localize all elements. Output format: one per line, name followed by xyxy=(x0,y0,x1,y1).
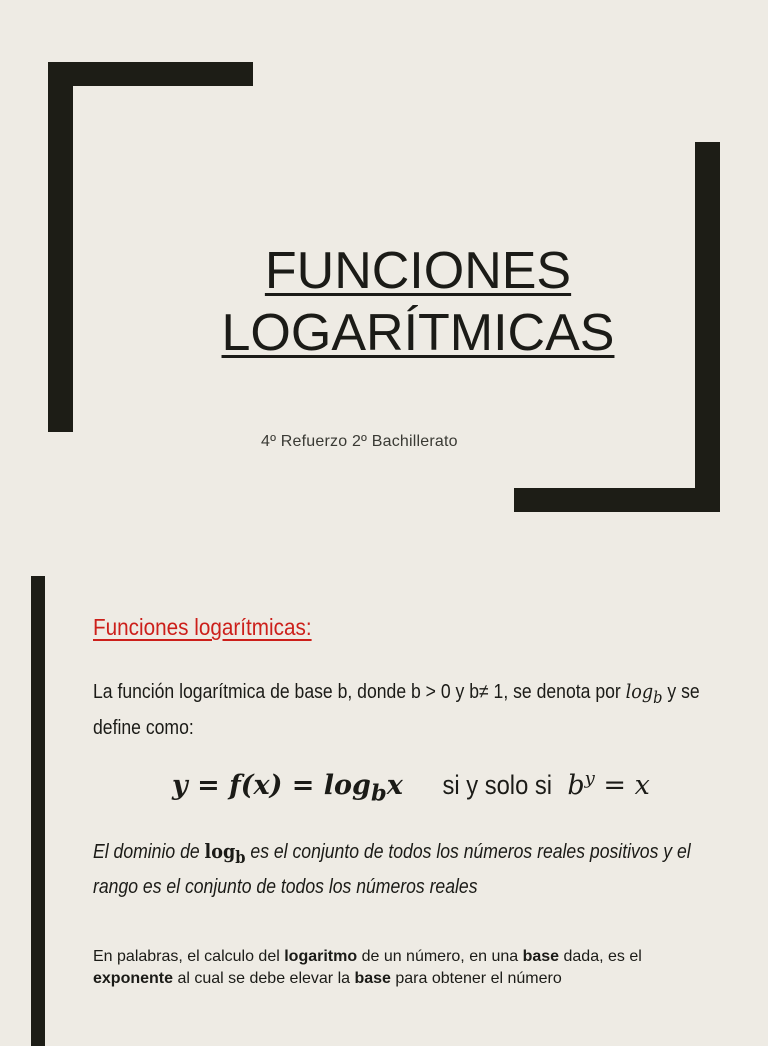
formula-lhs xyxy=(172,770,403,807)
domain-log-subscript: b xyxy=(235,847,246,867)
domain-log-text: log xyxy=(204,839,236,863)
explanation-bold-exponente: exponente xyxy=(93,970,174,987)
corner-bracket-bottom-right-vertical xyxy=(695,142,720,512)
formula-rhs xyxy=(567,770,649,801)
explanation-bold-base-1: base xyxy=(522,948,560,965)
explanation-text-2: de un número, en una xyxy=(357,948,523,965)
slide-title-line-2: LOGARÍTMICAS xyxy=(221,304,615,362)
log-symbol xyxy=(625,679,663,707)
corner-bracket-bottom-right-horizontal xyxy=(514,488,720,512)
definition-text-start: La función logarítmica de base b, donde b > 0 y b≠ 1, se denota por xyxy=(93,681,626,703)
definition-formula xyxy=(172,768,650,806)
slide-subtitle: 4º Refuerzo 2º Bachillerato xyxy=(261,433,458,450)
domain-text-start: El dominio de xyxy=(93,841,205,863)
explanation-bold-logaritmo: logaritmo xyxy=(284,948,358,965)
domain-paragraph xyxy=(93,836,700,902)
slide-title-line-1: FUNCIONES xyxy=(264,242,572,300)
formula-rhs-exponent: y xyxy=(584,768,595,789)
definition-paragraph xyxy=(93,676,700,743)
formula-lhs-x: x xyxy=(386,770,403,801)
formula-connector: si y solo si xyxy=(442,770,552,800)
slide-title xyxy=(140,240,696,364)
explanation-bold-base-2: base xyxy=(354,970,391,987)
corner-bracket-top-left-vertical xyxy=(48,62,73,432)
section-heading: Funciones logarítmicas: xyxy=(93,614,312,640)
domain-text-end: es el conjunto de todos los números reales positivos y el rango es el conjunto de todos los números reales xyxy=(93,841,691,898)
corner-bracket-top-left-horizontal xyxy=(48,62,253,86)
explanation-text-4: al cual se debe elevar la xyxy=(173,970,355,987)
definition-text-end: y se define como: xyxy=(93,681,700,739)
formula-rhs-equals: = x xyxy=(594,770,650,801)
log-text: log xyxy=(625,679,654,703)
left-accent-bar xyxy=(31,576,45,1046)
explanation-text-3: dada, es el xyxy=(559,948,642,965)
formula-lhs-subscript: b xyxy=(370,780,387,807)
explanation-paragraph xyxy=(93,946,693,990)
formula-lhs-text: y = f(x) = log xyxy=(172,770,371,801)
domain-log-symbol xyxy=(204,839,246,867)
log-base-subscript: b xyxy=(653,688,663,707)
explanation-text-5: para obtener el número xyxy=(390,970,562,987)
formula-rhs-base: b xyxy=(567,770,585,801)
explanation-text-1: En palabras, el calculo del xyxy=(93,948,285,965)
